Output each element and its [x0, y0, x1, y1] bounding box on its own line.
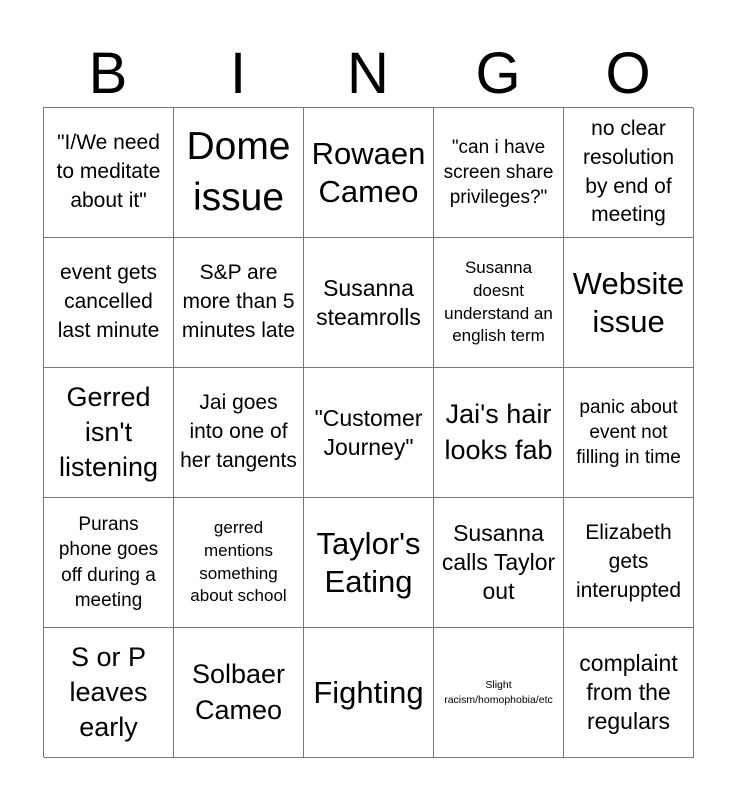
- header-letter-o: O: [605, 41, 651, 106]
- bingo-cell[interactable]: [304, 368, 434, 498]
- cell-text: S&P are more than 5 minutes late: [181, 261, 296, 342]
- bingo-cell[interactable]: [564, 108, 694, 238]
- bingo-board: [43, 107, 693, 757]
- bingo-cell[interactable]: [174, 238, 304, 368]
- bingo-cell[interactable]: [304, 498, 434, 628]
- header-letter-n: N: [347, 41, 389, 106]
- bingo-cell[interactable]: [434, 368, 564, 498]
- bingo-header: [43, 40, 693, 108]
- bingo-cell[interactable]: [174, 498, 304, 628]
- bingo-cell[interactable]: [564, 238, 694, 368]
- bingo-cell[interactable]: [174, 628, 304, 758]
- cell-text: Fighting: [313, 674, 424, 710]
- cell-text: Dome issue: [186, 124, 291, 219]
- bingo-cell[interactable]: [44, 238, 174, 368]
- cell-text: Susanna doesnt understand an english term: [444, 257, 553, 346]
- bingo-cell[interactable]: [44, 108, 174, 238]
- bingo-cell[interactable]: [44, 368, 174, 498]
- header-letter-g: G: [475, 41, 521, 106]
- bingo-cell[interactable]: [434, 108, 564, 238]
- bingo-cell[interactable]: [564, 498, 694, 628]
- bingo-cell[interactable]: [174, 108, 304, 238]
- cell-text: Susanna calls Taylor out: [441, 520, 556, 604]
- cell-text: "Customer Journey": [314, 404, 423, 460]
- cell-text: "I/We need to meditate about it": [56, 131, 161, 212]
- bingo-cell[interactable]: [44, 628, 174, 758]
- bingo-cell[interactable]: [304, 628, 434, 758]
- cell-text: Taylor's Eating: [316, 526, 421, 599]
- bingo-cell[interactable]: [174, 368, 304, 498]
- cell-text: Gerred isn't listening: [58, 381, 159, 483]
- bingo-cell[interactable]: [304, 238, 434, 368]
- cell-text: Jai's hair looks fab: [444, 399, 553, 465]
- cell-text: panic about event not filling in time: [576, 396, 681, 469]
- header-letter-b: B: [88, 41, 128, 106]
- bingo-cell[interactable]: [44, 498, 174, 628]
- cell-text: Rowaen Cameo: [311, 136, 426, 209]
- cell-text: Purans phone goes off during a meeting: [58, 514, 159, 611]
- cell-text: no clear resolution by end of meeting: [582, 116, 675, 227]
- cell-text: event gets cancelled last minute: [57, 261, 160, 342]
- cell-text: Slight racism/homophobia/etc: [444, 678, 553, 706]
- header-letter-i: I: [229, 41, 247, 106]
- cell-text: S or P leaves early: [69, 641, 148, 743]
- cell-text: Elizabeth gets interuppted: [575, 521, 682, 602]
- cell-text: Jai goes into one of her tangents: [180, 391, 297, 472]
- bingo-cell[interactable]: [564, 628, 694, 758]
- cell-text: complaint from the regulars: [579, 650, 678, 734]
- bingo-cell[interactable]: [434, 498, 564, 628]
- bingo-cell[interactable]: [564, 368, 694, 498]
- bingo-cell[interactable]: [434, 238, 564, 368]
- cell-text: Susanna steamrolls: [316, 274, 421, 330]
- bingo-cell[interactable]: [304, 108, 434, 238]
- bingo-cell[interactable]: [434, 628, 564, 758]
- cell-text: gerred mentions something about school: [190, 517, 287, 606]
- cell-text: Website issue: [572, 266, 685, 339]
- cell-text: "can i have screen share privileges?": [443, 136, 554, 209]
- cell-text: Solbaer Cameo: [191, 659, 286, 725]
